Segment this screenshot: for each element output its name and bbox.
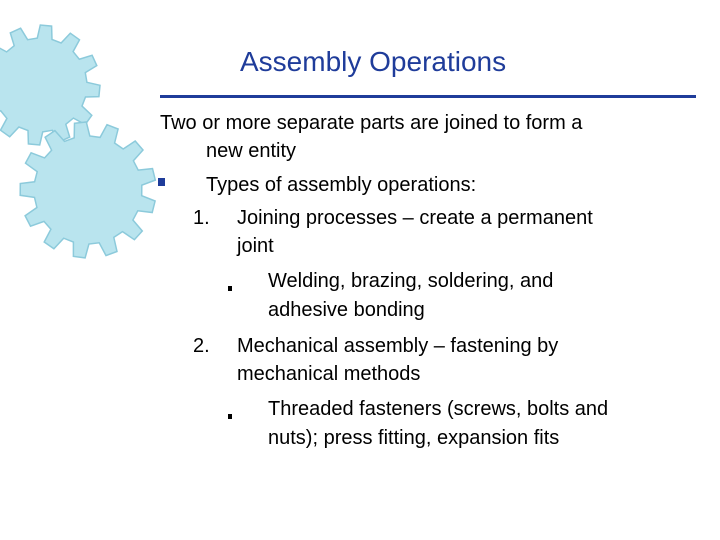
item-2-number: 2. xyxy=(193,335,210,357)
item-2-line-1: Mechanical assembly – fastening by xyxy=(237,335,559,357)
item-1-line-2: joint xyxy=(237,235,274,257)
intro-line-2: new entity xyxy=(206,140,297,162)
slide-title: Assembly Operations xyxy=(240,46,507,77)
types-label: Types of assembly operations: xyxy=(206,174,477,196)
item-2-line-2: mechanical methods xyxy=(237,363,421,385)
title-divider xyxy=(160,95,696,98)
intro-line-1: Two or more separate parts are joined to form a xyxy=(160,112,583,134)
small-square-bullet-icon xyxy=(228,414,232,419)
item-1-sub-line-1: Welding, brazing, soldering, and xyxy=(268,270,554,292)
item-1-sub-line-2: adhesive bonding xyxy=(268,299,425,321)
item-1-line-1: Joining processes – create a permanent xyxy=(237,207,593,229)
item-2-sub-line-2: nuts); press fitting, expansion fits xyxy=(268,427,560,449)
gears-decoration xyxy=(0,0,200,280)
item-1-number: 1. xyxy=(193,207,210,229)
small-square-bullet-icon xyxy=(228,286,232,291)
square-bullet-icon xyxy=(158,178,165,186)
item-2-sub-line-1: Threaded fasteners (screws, bolts and xyxy=(268,398,609,420)
